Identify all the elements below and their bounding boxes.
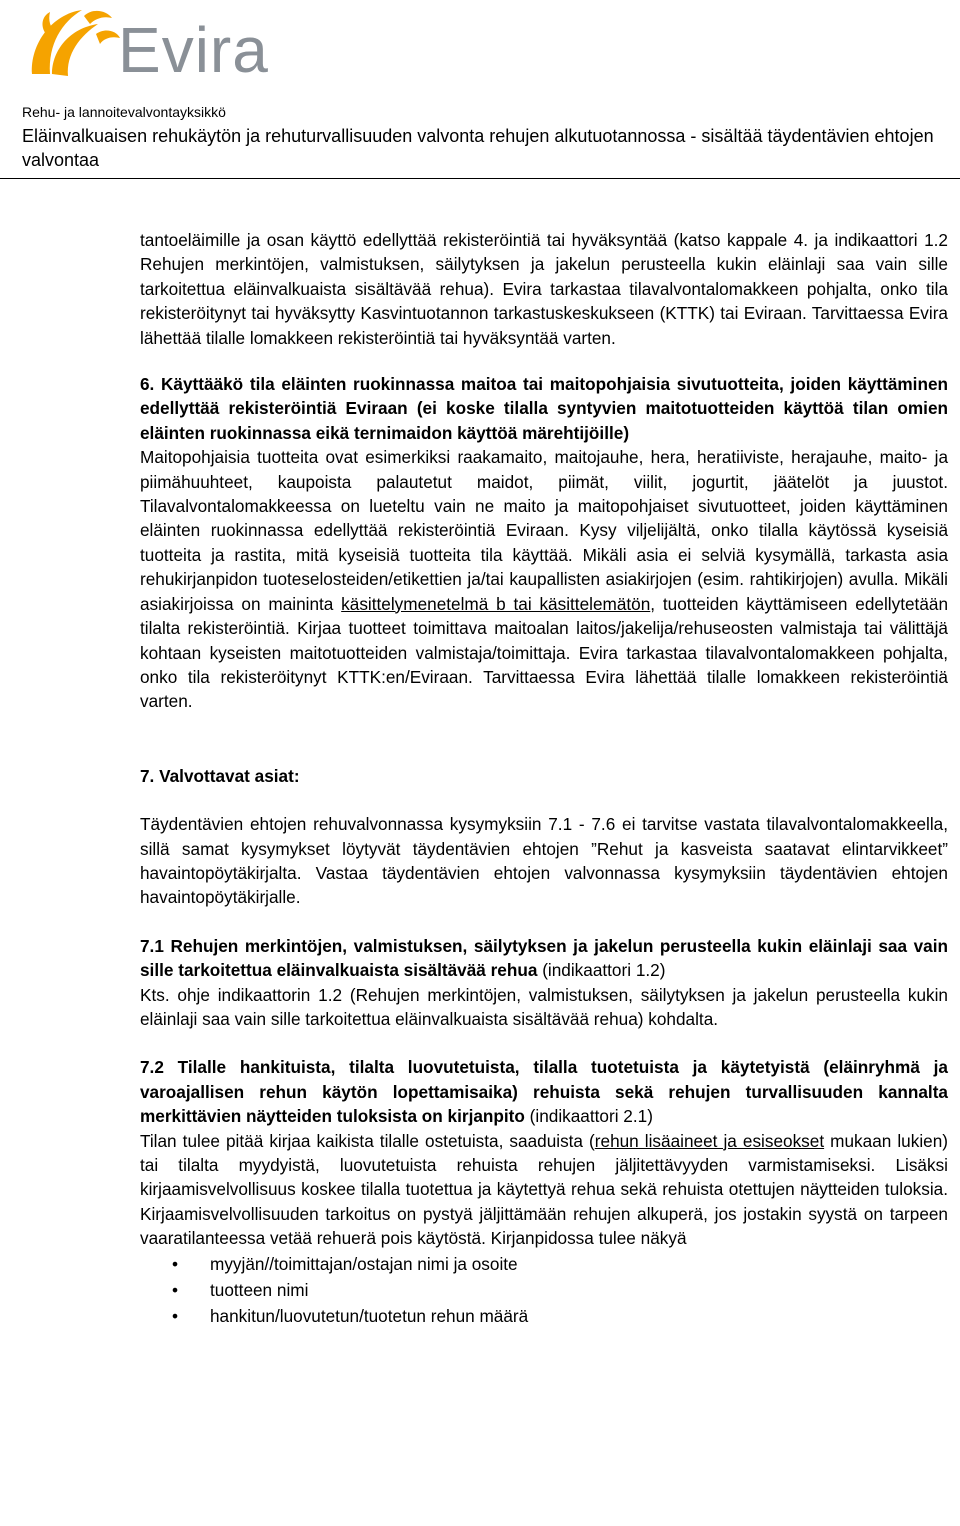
logo-wordmark: Evira [118, 14, 269, 86]
bullet-list [140, 1251, 948, 1329]
section-7-text: Täydentävien ehtojen rehuvalvonnassa kysymyksiin 7.1 - 7.6 ei tarvitse vastata tilavalvontalomakkeella, sillä samat kysymykset löytyvät täydentävien ehtojen ”Rehut ja kasveista saatavat elintarvikkeet” havaintopöytäkirjalta. Vastaa täydentävien ehtojen valvonnassa kysymyksiin täydentävien ehtojen havaintopöytäkirjalle. [140, 814, 948, 908]
question-7-2-heading: 7.2 Tilalle hankituista, tilalta luovutetuista, tilalla tuotetuista ja käytetyistä (eläinryhmä ja varoajallisen rehun käytön lopettamisaika) rehuista sekä rehujen turvallisuuden kannalta merkittävien näytteiden tuloksista on kirjanpito [140, 1057, 948, 1127]
question-7-2-text-a: Tilan tulee pitää kirjaa kaikista tilalle ostetuista, saaduista ( [140, 1130, 595, 1151]
list-item: • hankitun/luovutetun/tuotetun rehun määrä [210, 1303, 948, 1329]
question-6-heading: 6. Käyttääkö tila eläinten ruokinnassa maitoa tai maitopohjaisia sivutuotteita, joiden käyttäminen edellyttää rekisteröintiä Eviraan (ei koske tilalla syntyvien maitotuotteiden käyttöä tilan omien eläinten ruokinnassa eikä ternimaidon käyttöä märehtijöille) [140, 374, 948, 443]
question-6-text-b: , tuotteiden käyttämiseen edellytetään tilalta rekisteröintiä. Kirjaa tuotteet toimittava maitoalan laitos/jakelija/rehuseosten valmistaja tai välittäjä kohtaan kyseisten maitotuotteiden valmistaja/toimittaja. Evira tarkastaa tilavalvontalomakkeen pohjalta, onko tila rekisteröitynyt KTTK:en/Eviraan. Tarvittaessa Evira lähettää tilalle lomakkeen rekisteröintiä varten. [140, 593, 948, 712]
list-item: • tuotteen nimi [210, 1277, 948, 1303]
question-7-1-heading: 7.1 Rehujen merkintöjen, valmistuksen, säilytyksen ja jakelun perusteella kukin eläinlaji saa vain sille tarkoitettua eläinvalkuaista sisältävää rehua [140, 935, 948, 981]
question-7-2-link: rehun lisäaineet ja esiseokset [594, 1130, 825, 1151]
paragraph-intro: tantoeläimille ja osan käyttö edellyttää rekisteröintiä tai hyväksyntää (katso kappale 4. ja indikaattori 1.2 Rehujen merkintöjen, valmistuksen, säilytyksen ja jakelun perusteella kukin eläinlaji saa vain sille tarkoitettua eläinvalkuaista sisältävää rehua). Evira tarkastaa tilavalvontalomakkeen pohjalta, onko tila rekisteröitynyt tai hyväksytty Kasvintuotannon tarkastuskeskukseen (KTTK) tai Eviraan. Tarvittaessa Evira lähettää tilalle lomakkeen rekisteröintiä tai hyväksyntää varten. [140, 230, 948, 348]
question-6-text-a: Maitopohjaisia tuotteita ovat esimerkiksi raakamaito, maitojauhe, hera, heratiiviste, herajauhe, maito- ja piimähuuhteet, kaupoista palautetut maidot, piimät, viilit, jogurtit, jäätelöt ja juustot. Tilavalvontalomakkeessa on lueteltu vain ne maito ja maitopohjaiset sivutuotteet, joiden käyttäminen eläinten ruokinnassa edellyttää rekisteröintiä Eviraan. Kysy viljelijältä, onko tilalla käytössä kyseisiä tuotteita ja rastita, mitä kyseisiä tuotteita tila käyttää. Mikäli asia ei selviä kysymällä, tarkasta asia rehukirjanpidon tuoteselosteiden/etikettien ja/tai kaupallisten asiakirjojen (esim. rahtikirjojen) avulla. Mikäli asiakirjoissa on maininta [140, 447, 948, 614]
question-7-2-text-b: mukaan lukien) tai tilalta myydyistä, luovutetuista rehuista rehujen jäljitettävyyden varmistamiseksi. Lisäksi kirjaamisvelvollisuus koskee tilalla tuotettua ja käytettyä rehua sekä rehuista otettujen näytteiden tuloksia. Kirjaamisvelvollisuuden tarkoitus on pystyä jäljittämään rehujen alkuperä, jos jostakin syystä on tarpeen vaaratilanteessa vetää rehuerä pois käytöstä. Kirjanpidossa tulee näkyä [140, 1130, 948, 1249]
question-7-2-indicator: (indikaattori 2.1) [524, 1106, 653, 1127]
question-7-1-text: Kts. ohje indikaattorin 1.2 (Rehujen merkintöjen, valmistuksen, säilytyksen ja jakelun perusteella kukin eläinlaji saa vain sille tarkoitettua eläinvalkuaista sisältävää rehua) kohdalta. [140, 984, 948, 1029]
evira-logo [22, 4, 282, 84]
document-body [140, 228, 948, 1329]
unit-name: Rehu- ja lannoitevalvontayksikkö [22, 104, 226, 120]
wheat-swirl-icon [22, 4, 122, 84]
bullet-icon: • [172, 1305, 179, 1326]
question-7-2 [140, 1055, 948, 1250]
bullet-icon: • [172, 1253, 179, 1274]
question-6 [140, 372, 948, 714]
question-6-link: käsittelymenetelmä b tai käsittelemätön [341, 593, 651, 614]
document-header [22, 104, 952, 172]
section-7-heading: 7. Valvottavat asiat: [140, 765, 300, 786]
list-item: • myyjän//toimittajan/ostajan nimi ja osoite [210, 1251, 948, 1277]
question-7-1-indicator: (indikaattori 1.2) [537, 960, 666, 981]
document-title: Eläinvalkuaisen rehukäytön ja rehuturvallisuuden valvonta rehujen alkutuotannossa - sisältää täydentävien ehtojen valvontaa [22, 126, 934, 170]
question-7-1 [140, 934, 948, 1032]
bullet-icon: • [172, 1279, 179, 1300]
header-divider [0, 178, 960, 179]
